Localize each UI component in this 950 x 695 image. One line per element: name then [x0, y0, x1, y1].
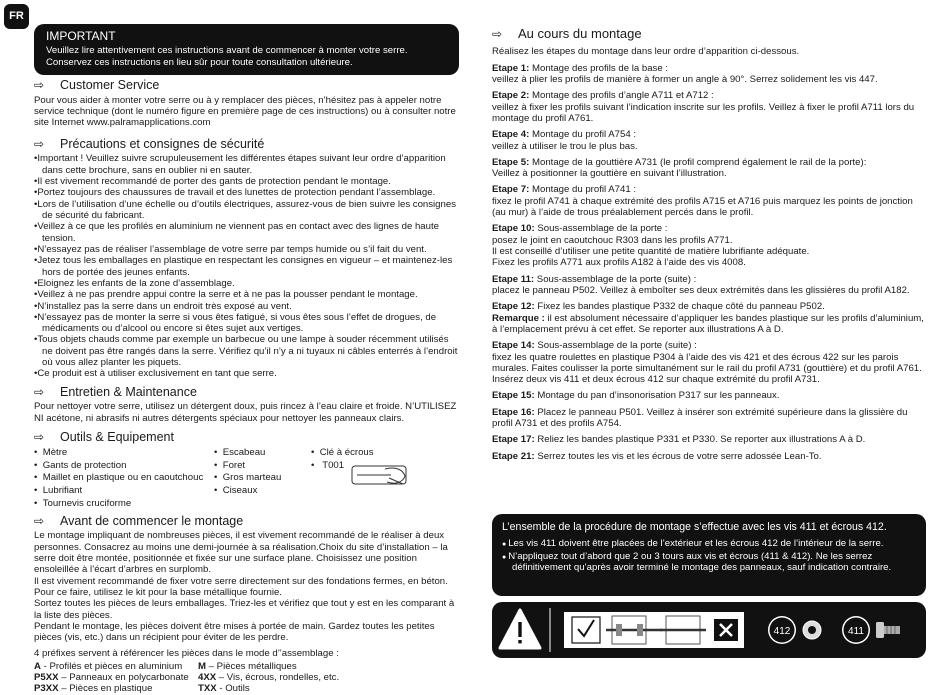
nut-icon [803, 621, 821, 639]
list-item: • N’essayez pas de monter la serre si vous êtes fatigué, si vous êtes sous l’effet de drogues, de médicaments ou d’alcool ou encore si êtes sujet aux vertiges. [34, 312, 459, 335]
prefix-code: TXX [198, 683, 217, 695]
list-item: • Veillez à ce que les profilés en aluminium ne viennent pas en contact avec des lignes de haute tension. [34, 221, 459, 244]
avant-paragraph-3: Sortez toutes les pièces de leurs emballages. Triez-les et vérifiez que tout y est en les comparant à la liste des pièces. [34, 598, 455, 621]
step-title: Montage de la gouttière A731 (le profil comprend également le rail de la porte): [529, 156, 867, 168]
cours-intro: Réalisez les étapes du montage dans leur ordre d’apparition ci-dessous. [492, 46, 800, 58]
list-item: • N’installez pas la serre dans un endroit très exposé au vent. [34, 301, 459, 312]
important-title: IMPORTANT [46, 29, 116, 43]
customer-service-text: Pour vous aider à monter votre serre ou à y remplacer des pièces, n’hésitez pas à appeler notre service technique (dont le numéro figure en première page de ces instructions) ou à consulter notre site Internet www.palramapplications.com [34, 94, 456, 129]
step-item [492, 184, 926, 218]
step-item [492, 390, 926, 401]
right-column [492, 26, 926, 462]
step-label: Etape 14: [492, 340, 535, 352]
step-item [492, 90, 926, 124]
step-title: Montage du profil A741 : [529, 184, 636, 196]
step-item [492, 223, 926, 268]
arrow-right-icon: ⇨ [34, 384, 45, 399]
step-label: Etape 15: [492, 390, 535, 402]
customer-service-section [34, 78, 459, 129]
list-item: • Ce produit est à utiliser exclusivement en tant que serre. [34, 368, 459, 379]
precautions-heading [34, 137, 459, 152]
cours-title: Au cours du montage [518, 26, 642, 41]
prefix-label: – Pièces métalliques [206, 660, 297, 672]
list-item: • Lors de l’utilisation d’une échelle ou d’outils électriques, assurez-vous de bien suivre les consignes de sécurité du fabricant. [34, 199, 459, 222]
bolt-code: 411 [848, 626, 864, 637]
warning-box [492, 602, 926, 658]
tools-column-2 [214, 447, 311, 511]
step-label: Etape 17: [492, 434, 535, 446]
important-box [34, 24, 459, 75]
prefix-label: – Pièces en plastique [58, 683, 153, 695]
avant-paragraph-5: 4 préfixes servent à référencer les pièces dans le mode d’’assemblage : [34, 648, 339, 660]
remark-text: il est absolument nécessaire d’appliquer les bandes plastique sur les profils d’aluminium, à l’emplacement prévu à cet effet. Se reporter aux illustrations A à D. [492, 312, 924, 335]
step-body: Veillez à positionner la gouttière en suivant l’illustration. [492, 168, 727, 180]
step-title: Montage du pan d’insonorisation P317 sur les panneaux. [534, 390, 780, 402]
step-body: placez le panneau P502. Veillez à emboîter ses deux extrémités dans les glissières du profil A182. [492, 284, 910, 296]
tools-list [34, 447, 459, 511]
arrow-right-icon: ⇨ [492, 26, 503, 41]
list-item: ● Les vis 411 doivent être placées de l’extérieur et les écrous 412 de l’intérieur de la serre. [502, 538, 916, 549]
assembly-note-box [492, 514, 926, 596]
list-item: • Tournevis cruciforme [34, 498, 214, 511]
list-item: • Gros marteau [214, 472, 311, 485]
prefix-item [34, 672, 198, 683]
list-item: • Important ! Veuillez suivre scrupuleusement les différentes étapes suivant leur ordre d’apparition dans cette brochure, sans en oublier ni en sauter. [34, 153, 459, 176]
list-item [311, 460, 451, 473]
list-item: • Tous objets chauds comme par exemple un barbecue ou une lampe à souder récemment utilisés ne doivent pas être rangés dans la serre. Vérifiez qu’il n’y a ni tuyaux ni câbles enterrés à l’endroit où vous allez planter les piquets. [34, 334, 459, 368]
arrow-right-icon: ⇨ [34, 136, 45, 151]
note-heading: L’ensemble de la procédure de montage s’effectue avec les vis 411 et écrous 412. [502, 521, 887, 533]
prefix-label: - Outils [216, 683, 250, 695]
step-body: veillez à utiliser le trou le plus bas. [492, 140, 638, 152]
list-item: • N’essayez pas de réaliser l’assemblage de votre serre par temps humide ou s’il fait du vent. [34, 244, 459, 255]
outils-heading [34, 430, 459, 445]
list-item: • Veillez à ne pas prendre appui contre la serre et à ne pas la pousser pendant le montage. [34, 289, 459, 300]
step-title: Sous-assemblage de la porte (suite) : [534, 273, 697, 285]
prefix-item [34, 683, 198, 694]
step-body: Fixez les profils A771 aux profils A182 à l’aide des vis 4008. [492, 257, 746, 269]
warning-illustration [492, 602, 926, 658]
step-title: Placez le panneau P501. Veillez à insérer son extrémité supérieure dans la glissière du profil A731 et des profils A754. [492, 406, 908, 430]
step-title: Montage des profils d’angle A711 et A712 : [529, 90, 714, 102]
tools-column-3 [311, 447, 451, 511]
checkmark-icon [572, 617, 600, 643]
step-label: Etape 16: [492, 406, 535, 418]
prefix-item [198, 661, 398, 672]
step-label: Etape 10: [492, 223, 535, 235]
entretien-heading [34, 385, 459, 400]
prefix-code: P5XX [34, 672, 59, 684]
step-body: posez le joint en caoutchouc R303 dans les profils A771. [492, 234, 733, 246]
step-title: Montage du profil A754 : [529, 129, 636, 141]
list-item: • Foret [214, 460, 311, 473]
step-label: Etape 5: [492, 156, 530, 168]
precautions-title: Précautions et consignes de sécurité [60, 136, 265, 151]
step-label: Etape 4: [492, 129, 530, 141]
prefix-label: – Vis, écrous, rondelles, etc. [216, 672, 340, 684]
entretien-title: Entretien & Maintenance [60, 384, 197, 399]
outils-section [34, 430, 459, 511]
prefix-code: A [34, 660, 41, 672]
step-label: Etape 11: [492, 273, 535, 285]
warning-triangle-icon [500, 610, 540, 648]
step-item [492, 407, 926, 430]
customer-service-heading [34, 78, 459, 93]
language-badge: FR [4, 4, 29, 29]
step-title: Serrez toutes les vis et les écrous de votre serre adossée Lean-To. [534, 450, 822, 462]
important-line-1: Veuillez lire attentivement ces instructions avant de commencer à monter votre serre. [46, 45, 408, 57]
step-title: Reliez les bandes plastique P331 et P330. Se reporter aux illustrations A à D. [534, 434, 866, 446]
prefix-label: – Panneaux en polycarbonate [58, 672, 189, 684]
bolt-icon [876, 622, 900, 638]
step-body: veillez à plier les profils de manière à former un angle à 90°. Serrez solidement les vis 447. [492, 73, 878, 85]
entretien-text: Pour nettoyer votre serre, utilisez un détergent doux, puis rincez à l’eau claire et froide. N’UTILISEZ NI acétone, ni abrasifs ni autres détergents spéciaux pour nettoyer les panneaux clairs. [34, 401, 457, 424]
step-label: Etape 2: [492, 90, 530, 102]
bolt-411-badge [842, 616, 870, 644]
precautions-section [34, 137, 459, 380]
avant-section [34, 514, 459, 695]
arrow-right-icon: ⇨ [34, 78, 45, 93]
step-title: Fixez les bandes plastique P332 de chaque côté du panneau P502. [534, 301, 825, 313]
prefix-item [198, 672, 398, 683]
step-item [492, 274, 926, 297]
list-item: • Mètre [34, 447, 214, 460]
list-item: • Escabeau [214, 447, 311, 460]
list-item: ● N’appliquez tout d’abord que 2 ou 3 tours aux vis et écrous (411 & 412). Ne les serrez définitivement qu’après avoir terminé le montage des panneaux, sauf indication contraire. [502, 551, 916, 574]
list-item: • Ciseaux [214, 485, 311, 498]
prohibited-icon [714, 619, 738, 641]
list-item: • Portez toujours des chaussures de travail et des lunettes de protection pendant l’assemblage. [34, 187, 459, 198]
avant-paragraph-4: Pendant le montage, les pièces doivent être mises à portée de main. Gardez toutes les petites pièces (vis, etc.) dans un récipient pour éviter de les perdre. [34, 620, 435, 644]
step-body: fixez les quatre roulettes en plastique P304 à l’aide des vis 421 et des écrous 422 sur les parois murales. Faites coulisser la porte simultanément sur le rail du profil A731 (gouttière) et du profil A761. Insérez deux vis 411 et deux écrous 412 sur chaque extrémité du profil A731. [492, 351, 922, 386]
step-title: Sous-assemblage de la porte : [534, 223, 668, 235]
avant-paragraph-1: Le montage impliquant de nombreuses pièces, il est vivement recommandé de le réaliser à deux personnes. Consacrez au moins une demi-journée à sa réalisation.Choix du site d’installation – la serre doit être montée, positionnée et fixée sur une surface plane. Choisissez une position ensoleillée à l’écart d’arbres en surplomb. [34, 530, 448, 576]
prefix-code: M [198, 660, 206, 672]
step-label: Etape 12: [492, 301, 535, 313]
list-item: • Clé à écrous [311, 447, 451, 460]
avant-title: Avant de commencer le montage [60, 513, 244, 528]
step-item [492, 63, 926, 86]
prefix-label: - Profilés et pièces en aluminium [40, 660, 183, 672]
precautions-list [34, 153, 459, 379]
remark-label: Remarque : [492, 312, 545, 324]
cours-heading [492, 26, 926, 41]
important-line-2: Conservez ces instructions en lieu sûr pour toute consultation ultérieure. [46, 56, 353, 68]
note-list [502, 538, 916, 574]
tools-column-1 [34, 447, 214, 511]
step-body: veillez à fixer les profils suivant l’indication inscrite sur les profils. Veillez à fixer le profil A711 lors du montage du profil A761. [492, 101, 915, 124]
list-item: • Jetez tous les emballages en plastique en respectant les consignes en vigueur – et maintenez-les hors de portée des jeunes enfants. [34, 255, 459, 278]
t001-tool-icon [351, 460, 413, 492]
list-item: • Eloignez les enfants de la zone d’assemblage. [34, 278, 459, 289]
list-item: • Maillet en plastique ou en caoutchouc [34, 472, 214, 485]
avant-paragraph-2: Il est vivement recommandé de fixer votre serre directement sur des fondations fermes, en béton. Pour ce faire, utilisez le kit pour la base métallique fournie. [34, 575, 448, 598]
step-item [492, 301, 926, 335]
step-item [492, 340, 926, 385]
tool-t001-label: T001 [322, 459, 345, 471]
step-item [492, 451, 926, 462]
prefix-code: P3XX [34, 683, 59, 695]
avant-heading [34, 514, 459, 529]
prefix-list [34, 661, 459, 695]
arrow-right-icon: ⇨ [34, 513, 45, 528]
step-label: Etape 21: [492, 450, 535, 462]
arrow-right-icon: ⇨ [34, 430, 45, 445]
step-item [492, 157, 926, 180]
step-title: Sous-assemblage de la porte (suite) : [534, 340, 697, 352]
step-label: Etape 7: [492, 184, 530, 196]
step-item [492, 129, 926, 152]
entretien-section [34, 385, 459, 424]
step-title: Montage des profils de la base : [529, 62, 668, 74]
step-body: Il est conseillé d’utiliser une petite quantité de matière lubrifiante adéquate. [492, 246, 810, 258]
prefix-code: 4XX [198, 672, 217, 684]
list-item: • Gants de protection [34, 460, 214, 473]
left-column [34, 24, 459, 695]
step-body: fixez le profil A741 à chaque extrémité des profils A715 et A716 puis marquez les points de jonction (au mur) à l’aide de trous préalablement percés dans le profil. [492, 195, 913, 219]
prefix-item [34, 661, 198, 672]
list-item: • Il est vivement recommandé de porter des gants de protection pendant le montage. [34, 176, 459, 187]
outils-title: Outils & Equipement [60, 430, 174, 445]
list-item: • Lubrifiant [34, 485, 214, 498]
customer-service-title: Customer Service [60, 78, 160, 92]
nut-code: 412 [773, 626, 791, 637]
prefix-item [198, 683, 398, 694]
nut-412-badge [768, 616, 796, 644]
step-label: Etape 1: [492, 62, 530, 74]
step-item [492, 434, 926, 445]
